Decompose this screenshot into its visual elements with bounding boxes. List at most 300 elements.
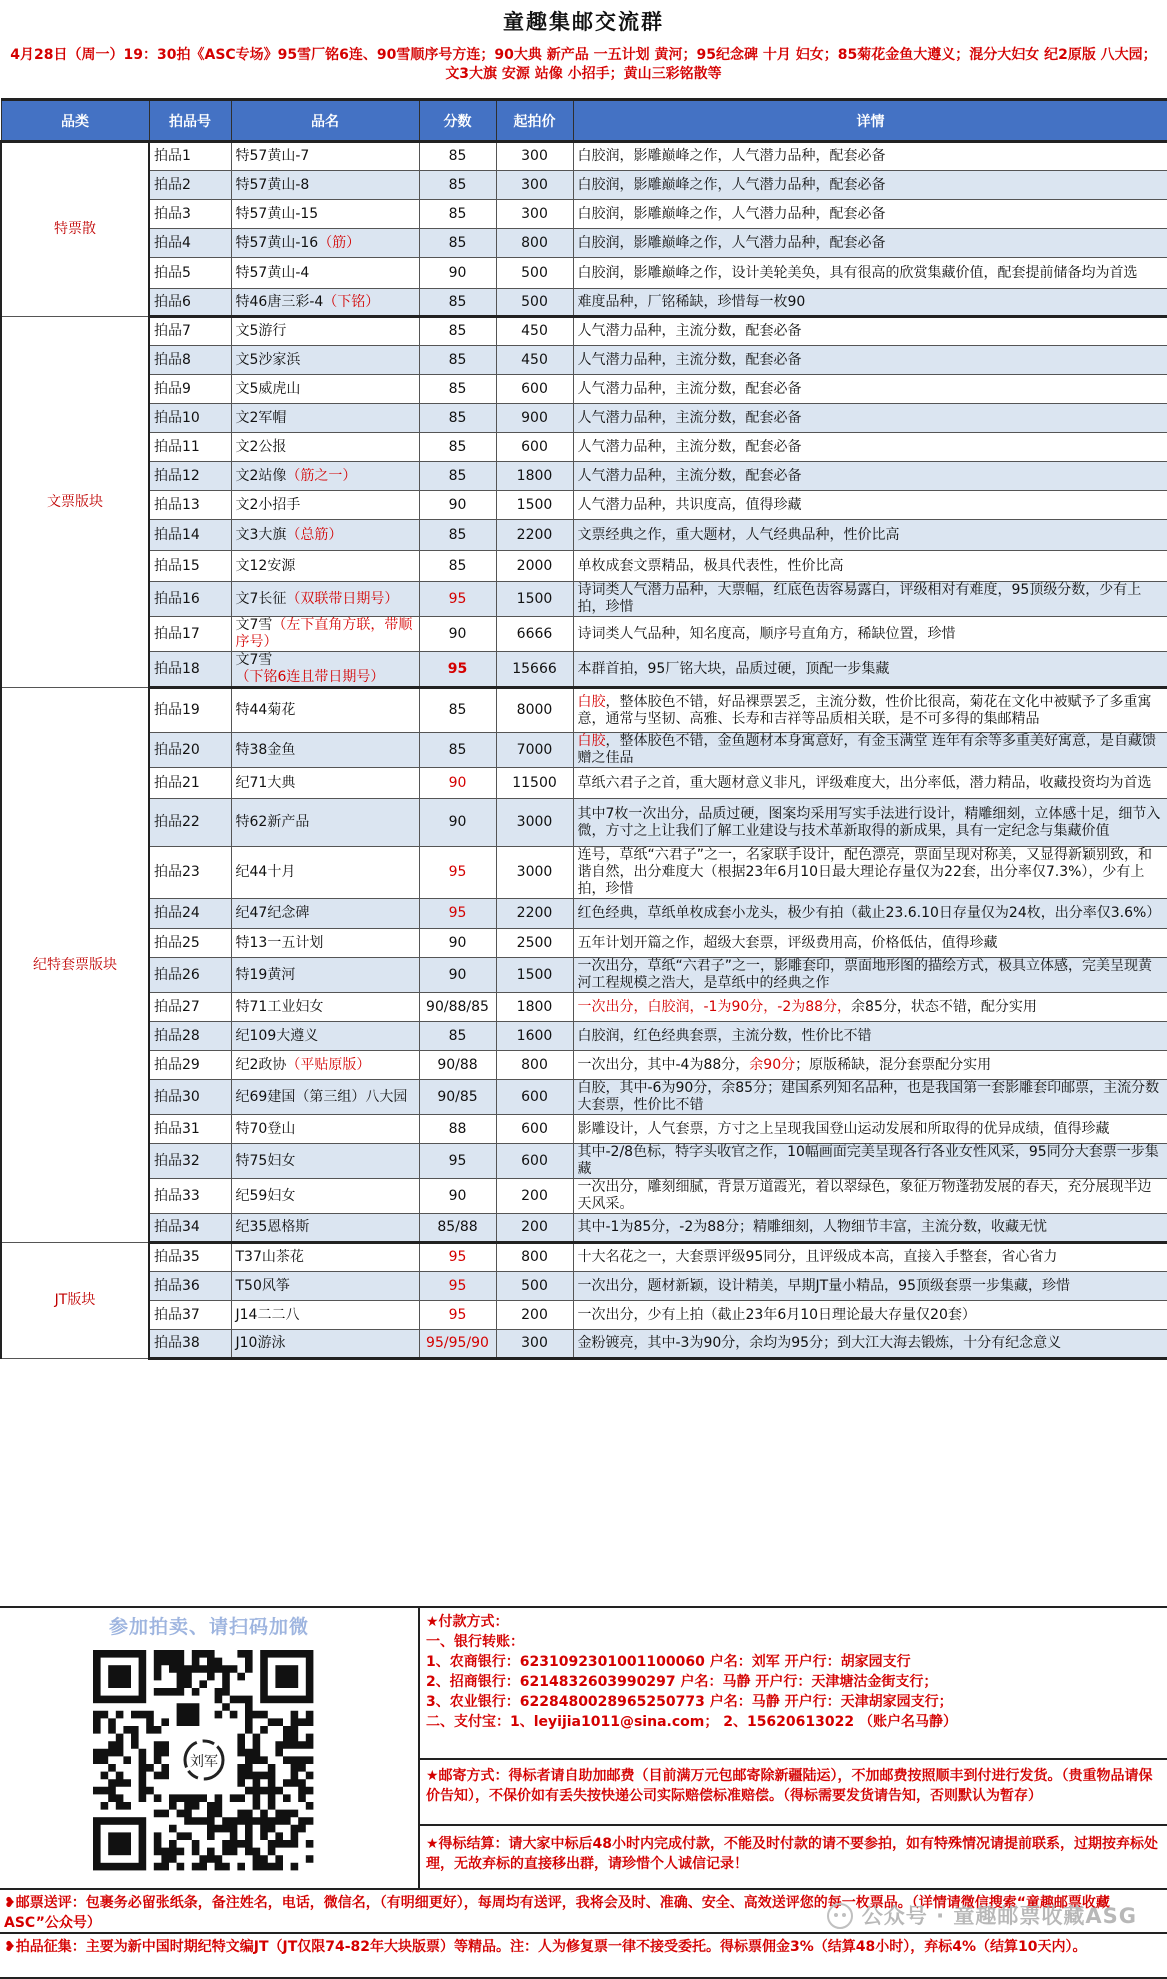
lot-number: 拍品32 [149,1144,231,1179]
lot-name [231,617,419,652]
category-cell: JT版块 [1,1243,149,1359]
bank-heading: 一、银行转账： [426,1634,524,1650]
lot-number: 拍品17 [149,617,231,652]
detail-text: ；原版稀缺，混分套票配分实用 [795,1056,992,1073]
lot-score: 90 [419,491,496,520]
table-row [1,433,1167,462]
table-row [1,652,1167,688]
detail-text: 其中7枚一次出分，品质过硬，图案均采用写实手法进行设计，精雕细刻，立体感十足，细节入微，方寸之上让我们了解工业建设与技术革新取得的新成果，具有一定纪念与集藏价值 [577,805,1161,839]
lot-number: 拍品35 [149,1243,231,1272]
lot-detail [573,688,1167,733]
detail-text: 人气潜力品种，主流分数，配套必备 [577,380,802,397]
detail-text: 白胶润，影雕巅峰之作，设计美轮美奂，具有很高的欣赏集藏价值，配套提前储备均为首选 [577,264,1138,281]
lot-name [231,258,419,289]
detail-text: 一次出分，题材新颖，设计精美，早期JT量小精品，95顶级套票一步集藏，珍惜 [577,1277,1070,1294]
detail-text: 余85分，状态不错，配分实用 [851,998,1037,1015]
lot-price: 600 [496,1115,573,1144]
lot-name-note: （左下直角方联，带顺序号） [235,617,413,650]
lot-name-text: 文7雪 [235,652,273,668]
table-row [1,768,1167,799]
lot-price: 600 [496,433,573,462]
lot-name [231,899,419,929]
lot-price: 1600 [496,1022,573,1051]
lot-name-text: 特71工业妇女 [235,998,324,1015]
lot-score: 85 [419,551,496,582]
lot-name-text: 文12安源 [235,557,296,574]
lot-price: 600 [496,375,573,404]
auction-subtitle: 4月28日（周一）19：30拍《ASC专场》95雪厂铭6连、90雪顺序号方连；90大典 新产品 一五计划 黄河；95纪念碑 十月 妇女；85菊花金鱼大遵义；混分大妇女 纪2原版 八大园；文3大旗 安源 站像 小招手；黄山三彩铭散等 [10,47,1157,82]
lot-detail [573,1272,1167,1301]
detail-text: 白胶润，影雕巅峰之作，人气潜力品种，配套必备 [577,234,886,251]
lot-number: 拍品15 [149,551,231,582]
lot-number: 拍品10 [149,404,231,433]
table-row [1,317,1167,346]
lot-name-text: 特62新产品 [235,814,310,830]
payment-heading: ★付款方式： [426,1614,509,1630]
lot-score: 90/88 [419,1051,496,1080]
detail-text: 人气潜力品种，主流分数，配套必备 [577,467,802,484]
lot-name-text: 特57黄山-16 [235,234,319,251]
lot-name [231,317,419,346]
lot-name-text: 纪109大遵义 [235,1027,319,1044]
lot-detail [573,491,1167,520]
table-row [1,929,1167,958]
lot-name-text: 特44菊花 [235,702,296,718]
lot-name [231,551,419,582]
lot-name [231,462,419,491]
table-row [1,993,1167,1022]
table-row [1,1051,1167,1080]
lot-name-text: 纪59妇女 [235,1187,296,1204]
lot-detail [573,1243,1167,1272]
table-row [1,551,1167,582]
lot-price: 600 [496,1080,573,1115]
lot-price: 300 [496,142,573,171]
lot-score: 90 [419,617,496,652]
lot-name-text: 特38金鱼 [235,741,296,758]
lot-price: 800 [496,1243,573,1272]
detail-text: 白胶润，红色经典套票，主流分数，性价比不错 [577,1027,872,1044]
lot-score: 88 [419,1115,496,1144]
lot-detail [573,768,1167,799]
lot-name-note: （双联带日期号） [286,590,399,607]
lot-score: 95 [419,652,496,688]
lot-number: 拍品38 [149,1330,231,1359]
table-row [1,142,1167,171]
lot-price: 11500 [496,768,573,799]
lot-price: 200 [496,1301,573,1330]
seal-logo [178,1732,230,1788]
col-header-price: 起拍价 [496,100,573,142]
detail-highlight: 余90分 [749,1056,796,1073]
lot-price: 2200 [496,899,573,929]
lot-score: 95/95/90 [419,1330,496,1359]
lot-detail [573,1051,1167,1080]
lot-score: 90/85 [419,1080,496,1115]
detail-text: 单枚成套文票精品，极具代表性，性价比高 [577,557,844,574]
wechat-icon [826,1902,854,1930]
lot-score: 85 [419,200,496,229]
lot-name [231,1051,419,1080]
note-consign: ❥拍品征集：主要为新中国时期纪特文编JT（JT仅限74-82年大块版票）等精品。注：人为修复票一律不接受委托。得标票佣金3%（结算48小时），弃标4%（结算10天内）。 [0,1932,1167,1979]
detail-highlight: 一次出分，白胶润，-1为90分，-2为88分， [577,998,852,1015]
lot-score: 95 [419,1301,496,1330]
lot-name [231,200,419,229]
lot-number: 拍品6 [149,289,231,317]
lot-number: 拍品7 [149,317,231,346]
lot-name-text: 文3大旗 [235,526,287,543]
lot-name [231,582,419,617]
lot-name-note: （平贴原版） [286,1056,371,1073]
detail-text: 十大名花之一，大套票评级95同分，且评级成本高，直接入手整套，省心省力 [577,1249,1058,1265]
lot-detail [573,733,1167,768]
lot-detail [573,375,1167,404]
lot-number: 拍品20 [149,733,231,768]
lot-name-text: 特13一五计划 [235,934,324,951]
detail-text: 其中-1为85分，-2为88分；精雕细刻，人物细节丰富，主流分数，收藏无忧 [577,1219,1048,1235]
lot-detail [573,289,1167,317]
lot-name [231,491,419,520]
lot-number: 拍品30 [149,1080,231,1115]
lot-number: 拍品2 [149,171,231,200]
detail-text: ，整体胶色不错，好品裸票罢乏，主流分数，性价比很高，菊花在文化中被赋予了多重寓意，通常与坚韧、高雅、长寿和吉祥等品质相关联，是不可多得的集邮精品 [577,693,1152,727]
lot-detail [573,1214,1167,1243]
lot-number: 拍品4 [149,229,231,258]
table-row [1,847,1167,899]
detail-text: 白胶，其中-6为90分，余85分；建国系列知名品种，也是我国第一套影雕套印邮票，主流分数大套票，性价比不错 [577,1080,1160,1113]
table-row [1,617,1167,652]
lot-detail [573,142,1167,171]
lot-number: 拍品1 [149,142,231,171]
lot-detail [573,899,1167,929]
lot-number: 拍品19 [149,688,231,733]
table-row [1,200,1167,229]
detail-text: 人气潜力品种，主流分数，配套必备 [577,438,802,455]
detail-text: 白胶润，影雕巅峰之作，人气潜力品种，配套必备 [577,205,886,222]
detail-text: 一次出分，其中-4为88分， [577,1056,750,1073]
detail-text: ，整体胶色不错，金鱼题材本身寓意好，有金玉满堂 连年有余等多重美好寓意，是自藏馈赠之佳品 [577,733,1156,766]
lot-score: 85 [419,375,496,404]
lot-detail [573,1179,1167,1214]
lot-number: 拍品3 [149,200,231,229]
lot-score: 85 [419,346,496,375]
lot-score: 85 [419,142,496,171]
lot-name-text: 特57黄山-8 [235,176,310,193]
lot-number: 拍品9 [149,375,231,404]
table-row [1,258,1167,289]
qr-heading: 参加拍卖、请扫码加微 [108,1616,309,1638]
bank-line-3: 3、农业银行：6228480028965250773 户名：马静 开户行：天津胡家园支行； [426,1694,953,1710]
table-row [1,582,1167,617]
lot-name-note: （总筋） [286,526,343,543]
lot-score: 90 [419,1179,496,1214]
detail-text: 人气潜力品种，主流分数，配套必备 [577,351,802,368]
lot-number: 拍品36 [149,1272,231,1301]
lot-name-text: 特57黄山-7 [235,148,310,164]
lot-number: 拍品5 [149,258,231,289]
table-row [1,1179,1167,1214]
lot-number: 拍品12 [149,462,231,491]
lot-name-text: 纪47纪念碑 [235,905,310,921]
lot-name-text: 文7雪 [235,617,273,633]
note-appraisal-text: ❥邮票送评：包裹务必留张纸条，备注姓名，电话，微信名，（有明细更好），每周均有送评，我将会及时、准确、安全、高效送评您的每一枚票品。（详情请微信搜索“童趣邮票收藏ASC”公众号） [4,1895,1110,1931]
lot-price: 2200 [496,520,573,551]
seal-logo-icon [181,1737,227,1783]
detail-highlight: 白胶 [577,733,606,749]
lot-name [231,993,419,1022]
lot-name [231,1144,419,1179]
lot-name-text: 文5威虎山 [235,380,301,397]
lot-detail [573,171,1167,200]
detail-text: 白胶润，影雕巅峰之作，人气潜力品种，配套必备 [577,148,886,164]
lot-price: 500 [496,289,573,317]
lot-score: 95 [419,1272,496,1301]
lot-detail [573,229,1167,258]
lot-name [231,847,419,899]
lot-price: 500 [496,258,573,289]
lot-detail [573,433,1167,462]
lot-name [231,1022,419,1051]
lot-number: 拍品27 [149,993,231,1022]
detail-text: 人气潜力品种，主流分数，配套必备 [577,323,802,339]
mail-section: ★邮寄方式：得标者请自助加邮费（目前满万元包邮寄除新疆陆运），不加邮费按照顺丰到付进行发货。（贵重物品请保价告知），不保价如有丢失按快递公司实际赔偿标准赔偿。（得标需要发货请告知，否则默认为暂存） [420,1758,1167,1824]
lot-name-text: 文2公报 [235,438,287,455]
lot-name [231,433,419,462]
payment-section [420,1608,1167,1758]
lot-score: 85 [419,688,496,733]
detail-text: 文票经典之作，重大题材，人气经典品种，性价比高 [577,526,900,543]
table-row [1,1330,1167,1359]
col-header-name: 品名 [231,100,419,142]
lot-name-note: （筋之一） [286,467,357,484]
category-cell: 特票散 [1,142,149,317]
lot-price: 200 [496,1214,573,1243]
lot-score: 85 [419,1022,496,1051]
lot-detail [573,799,1167,847]
lot-name [231,1243,419,1272]
lot-number: 拍品24 [149,899,231,929]
lot-number: 拍品28 [149,1022,231,1051]
table-row [1,289,1167,317]
table-row [1,899,1167,929]
lot-name-text: 特46唐三彩-4 [235,293,324,310]
table-row [1,491,1167,520]
watermark [826,1902,1137,1930]
detail-text: 本群首拍，95厂铭大块，品质过硬，顶配一步集藏 [577,660,890,677]
table-row [1,1243,1167,1272]
detail-text: 一次出分，雕刻细腻，背景万道霞光，着以翠绿色，象征万物蓬勃发展的春天，充分展现半边天风采。 [577,1179,1152,1212]
lot-price: 15666 [496,652,573,688]
lot-name [231,1272,419,1301]
lot-name [231,520,419,551]
lot-price: 1500 [496,582,573,617]
lot-price: 450 [496,317,573,346]
lot-detail [573,404,1167,433]
lot-detail [573,462,1167,491]
lot-name [231,171,419,200]
lot-score: 95 [419,1243,496,1272]
lot-score: 85 [419,733,496,768]
table-row [1,229,1167,258]
lot-name-note: （下铭） [323,293,380,310]
detail-highlight: 白胶 [577,693,606,710]
lot-name [231,688,419,733]
lot-detail [573,993,1167,1022]
page-title: 童趣集邮交流群 [503,10,664,34]
col-header-detail: 详情 [573,100,1167,142]
detail-text: 草纸六君子之首，重大题材意义非凡，评级难度大，出分率低，潜力精品，收藏投资均为首选 [577,774,1152,791]
note-appraisal [0,1888,1167,1932]
bank-line-2: 2、招商银行：6214832603990297 户名：马静 开户行：天津塘沽金街支行； [426,1674,938,1690]
lot-number: 拍品22 [149,799,231,847]
lot-number: 拍品14 [149,520,231,551]
lot-name-text: 文2小招手 [235,496,301,513]
auction-table [0,98,1167,1360]
lot-number: 拍品18 [149,652,231,688]
qr-panel [0,1608,418,1890]
lot-detail [573,317,1167,346]
detail-text: 金粉镀亮，其中-3为90分，余均为95分；到大江大海去锻炼，十分有纪念意义 [577,1335,1062,1351]
lot-score: 90 [419,258,496,289]
table-row [1,1144,1167,1179]
table-row [1,1080,1167,1115]
lot-name-text: 特57黄山-4 [235,264,310,281]
lot-name-text: 文2站像 [235,467,287,484]
detail-text: 诗词类人气潜力品种，大票幅，红底色齿容易露白，评级相对有难度，95顶级分数，少有上拍，珍惜 [577,582,1142,615]
lot-score: 85 [419,404,496,433]
lot-name-text: 特70登山 [235,1120,296,1137]
table-row [1,462,1167,491]
lot-name-note: （筋） [318,234,361,251]
notes-panel [0,1888,1167,1979]
lot-name [231,1179,419,1214]
lot-number: 拍品29 [149,1051,231,1080]
detail-text: 五年计划开篇之作，超级大套票，评级费用高，价格低估，值得珍藏 [577,934,998,951]
table-row [1,346,1167,375]
lot-number: 拍品8 [149,346,231,375]
lot-number: 拍品23 [149,847,231,899]
detail-text: 诗词类人气品种，知名度高，顺序号直角方，稀缺位置，珍惜 [577,625,956,642]
table-row [1,404,1167,433]
detail-text: 难度品种，厂铭稀缺，珍惜每一枚90 [577,293,806,310]
lot-score: 85 [419,520,496,551]
lot-name-text: 文2军帽 [235,409,287,426]
lot-detail [573,958,1167,993]
lot-name [231,768,419,799]
lot-name-text: 纪2政协 [235,1056,287,1073]
lot-score: 90/88/85 [419,993,496,1022]
lot-name-text: 特57黄山-15 [235,205,319,222]
col-header-score: 分数 [419,100,496,142]
lot-price: 800 [496,1051,573,1080]
lot-name [231,929,419,958]
table-row [1,799,1167,847]
detail-text: 白胶润，影雕巅峰之作，人气潜力品种，配套必备 [577,176,886,193]
lot-price: 900 [496,404,573,433]
lot-name [231,1214,419,1243]
lot-number: 拍品31 [149,1115,231,1144]
lot-price: 300 [496,200,573,229]
table-row [1,171,1167,200]
lot-name-text: 文7长征 [235,590,287,607]
lot-name-text: 纪69建国（第三组）八大园 [235,1088,408,1105]
col-header-category: 品类 [1,100,149,142]
lot-score: 85 [419,229,496,258]
category-cell: 纪特套票版块 [1,688,149,1243]
lot-score: 95 [419,899,496,929]
lot-number: 拍品25 [149,929,231,958]
lot-name-text: 纪35恩格斯 [235,1219,310,1235]
table-row [1,520,1167,551]
detail-text: 人气潜力品种，共识度高，值得珍藏 [577,496,802,513]
lot-score: 90 [419,799,496,847]
detail-text: 其中-2/8色标，特字头收官之作，10幅画面完美呈现各行各业女性风采，95同分大套票一步集藏 [577,1144,1159,1177]
info-panel [418,1608,1167,1890]
settle-section: ★得标结算：请大家中标后48小时内完成付款，不能及时付款的请不要参拍，如有特殊情况请提前联系，过期按弃标处理，无故弃标的直接移出群，请珍惜个人诚信记录！ [420,1824,1167,1890]
lot-number: 拍品21 [149,768,231,799]
lot-name [231,1115,419,1144]
lot-detail [573,520,1167,551]
lot-score: 85 [419,462,496,491]
lot-price: 1800 [496,993,573,1022]
lot-name-text: T37山茶花 [235,1249,304,1265]
lot-price: 1500 [496,958,573,993]
lot-detail [573,346,1167,375]
lot-number: 拍品33 [149,1179,231,1214]
lot-name [231,229,419,258]
lot-name [231,346,419,375]
svg-text:刘军: 刘军 [190,1754,218,1770]
lot-score: 95 [419,847,496,899]
lot-name [231,375,419,404]
table-row [1,733,1167,768]
lot-detail [573,258,1167,289]
lot-name-note: （下铭6连且带日期号） [235,669,385,685]
lot-score: 85 [419,171,496,200]
lot-name [231,799,419,847]
lot-name [231,958,419,993]
lot-detail [573,1144,1167,1179]
lot-price: 1800 [496,462,573,491]
lot-score: 95 [419,1144,496,1179]
lot-number: 拍品11 [149,433,231,462]
lot-detail [573,847,1167,899]
lot-price: 3000 [496,847,573,899]
lot-price: 500 [496,1272,573,1301]
bank-line-1: 1、农商银行：6231092301001100060 户名：刘军 开户行：胡家园支行 [426,1654,911,1670]
detail-text: 红色经典，草纸单枚成套小龙头，极少有拍（截止23.6.10日存量仅为24枚，出分率仅3.6%） [577,905,1161,921]
alipay-line: 二、支付宝：1、leyijia1011@sina.com； 2、15620613022 （账户名马静） [426,1714,957,1730]
lot-number: 拍品26 [149,958,231,993]
lot-price: 7000 [496,733,573,768]
lot-score: 90 [419,958,496,993]
lot-name-text: T50风筝 [235,1277,290,1294]
lot-name-text: 特75妇女 [235,1152,296,1169]
lot-price: 600 [496,1144,573,1179]
lot-score: 85 [419,289,496,317]
footer-panel [0,1606,1167,1888]
lot-name-text: J14二二八 [235,1306,300,1323]
table-body [1,142,1167,1359]
lot-price: 6666 [496,617,573,652]
lot-name [231,1301,419,1330]
lot-detail [573,929,1167,958]
lot-score: 85/88 [419,1214,496,1243]
table-row [1,1214,1167,1243]
lot-detail [573,1330,1167,1359]
lot-number: 拍品13 [149,491,231,520]
wechat-qr-code[interactable] [90,1644,316,1884]
